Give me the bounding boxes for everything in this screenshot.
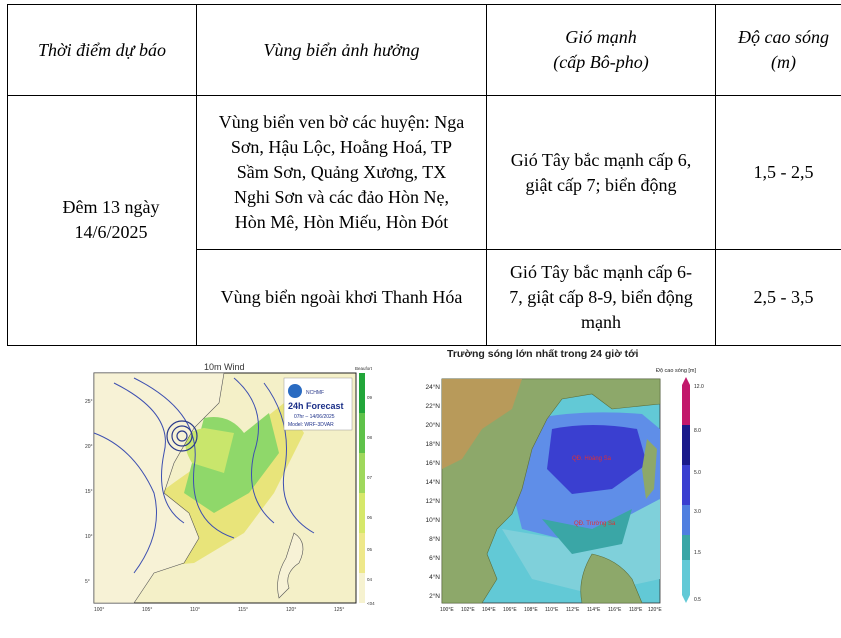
header-area: Vùng biển ảnh hưởng [197,5,487,96]
wave-lat-label: 16°N [425,460,440,467]
cell-wind: Gió Tây bắc mạnh cấp 6, giật cấp 7; biển động [487,96,716,250]
wind-lat-label: 5° [85,579,90,585]
wave-island-label: QĐ. Hoàng Sa [572,456,612,462]
wave-lat-label: 14°N [425,479,440,486]
wave-map-title: Trường sóng lớn nhất trong 24 giờ tới [447,348,639,360]
wave-lon-label: 120°E [648,607,662,612]
forecast-table [7,4,841,346]
wave-lat-label: 10°N [425,517,440,524]
header-time: Thời điểm dự báo [8,5,197,96]
wave-colorbar-tick: 5.0 [694,470,701,476]
wave-colorbar-tick: 12.0 [694,384,704,390]
wind-lon-label: 120° [286,607,297,613]
wave-lat-label: 18°N [425,441,440,448]
wind-colorbar-tick: 06 [367,515,373,520]
wind-colorbar-tick: <04 [367,601,375,606]
wind-colorbar-tick: 04 [367,577,373,582]
wave-lon-label: 110°E [545,607,559,612]
wave-lat-label: 22°N [425,403,440,410]
wind-colorbar-tick: 05 [367,547,373,552]
wind-map-logo-text: NCHMF [306,390,325,396]
wind-lon-label: 110° [190,607,200,613]
wave-lon-label: 102°E [461,607,475,612]
cell-area: Vùng biển ven bờ các huyện: Nga Sơn, Hậu Lộc, Hoằng Hoá, TP Sầm Sơn, Quảng Xương, TX Nghi Sơn và các đảo Hòn Nẹ, Hòn Mê, Hòn Miếu, Hòn Đót [197,96,487,250]
wave-lon-label: 114°E [587,607,601,612]
wave-colorbar-tick: 0.5 [694,597,701,603]
wave-colorbar-tick: 8.0 [694,428,701,434]
wind-map-title: 10m Wind [204,362,245,372]
cell-area: Vùng biển ngoài khơi Thanh Hóa [197,250,487,346]
table-row [8,96,841,250]
wind-lon-label: 125° [334,607,345,613]
wind-lat-label: 25° [85,399,93,405]
wave-lat-label: 4°N [429,574,440,581]
wave-lon-label: 118°E [629,607,643,612]
wave-colorbar-tick: 3.0 [694,509,701,515]
wind-forecast-map [84,357,377,613]
wave-lon-label: 108°E [524,607,538,612]
wave-island-label: QĐ. Trường Sa [574,521,616,527]
table-header-row [8,5,841,96]
wave-lon-label: 100°E [440,607,454,612]
header-wind: Gió mạnh (cấp Bô-pho) [487,5,716,96]
wind-lon-label: 115° [238,607,248,613]
cell-wave: 2,5 - 3,5 [716,250,841,346]
wave-lat-label: 6°N [429,555,440,562]
header-wave: Độ cao sóng (m) [716,5,841,96]
wind-colorbar-tick: 08 [367,435,373,440]
cell-wind: Gió Tây bắc mạnh cấp 6- 7, giật cấp 8-9, biển động mạnh [487,250,716,346]
wave-colorbar-title: Độ cao sóng [m] [656,368,697,374]
wave-lat-label: 24°N [425,384,440,391]
wind-colorbar-tick: 07 [367,475,373,480]
wave-lon-label: 104°E [482,607,496,612]
wave-lon-label: 112°E [566,607,580,612]
wind-colorbar-tick: 09 [367,395,373,400]
wind-lon-label: 105° [142,607,153,613]
cell-wave: 1,5 - 2,5 [716,96,841,250]
wave-colorbar-tick: 1.5 [694,550,701,556]
wind-colorbar-title: Beaufort [355,366,373,371]
wave-lon-label: 106°E [503,607,517,612]
wave-lat-label: 2°N [429,593,440,600]
wind-map-forecast: 24h Forecast [288,401,344,411]
wind-lat-label: 20° [85,444,93,450]
wind-map-time: 07hr – 14/06/2025 [294,414,335,420]
wind-lat-label: 10° [85,534,93,540]
wave-height-map [412,347,738,612]
wave-lon-label: 116°E [608,607,622,612]
wave-lat-label: 20°N [425,422,440,429]
wind-lat-label: 15° [85,489,93,495]
wave-lat-label: 8°N [429,536,440,543]
wave-lat-label: 12°N [425,498,440,505]
wind-lon-label: 100° [94,607,105,613]
wind-map-model: Model: WRF-3DVAR [288,422,334,428]
cell-time: Đêm 13 ngày 14/6/2025 [8,96,197,346]
